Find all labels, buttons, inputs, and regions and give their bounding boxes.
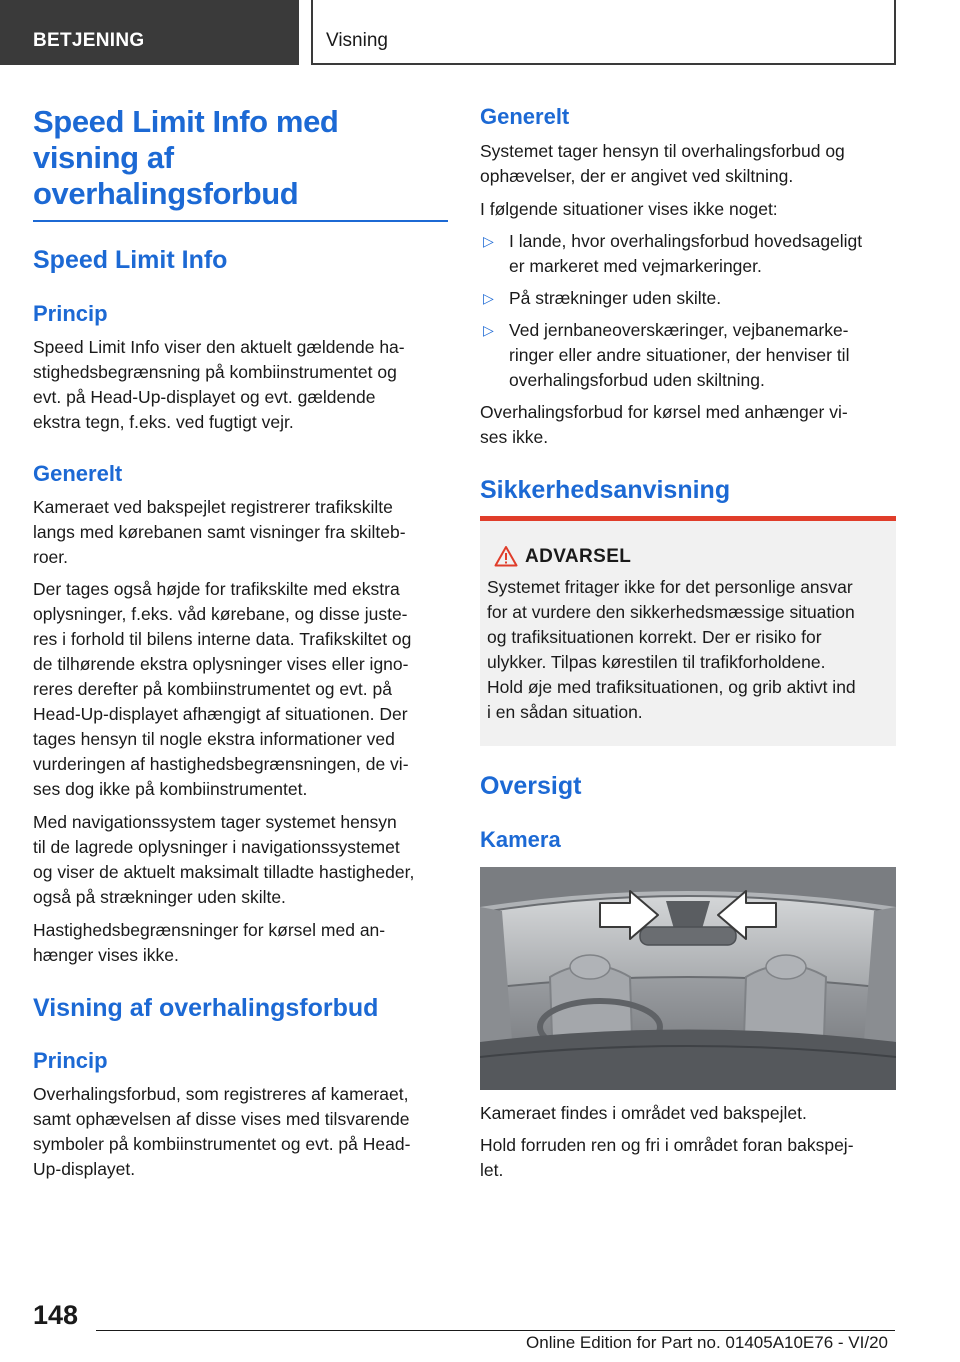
paragraph-general-2 xyxy=(33,577,448,802)
section-tab xyxy=(0,0,299,65)
paragraph-general-1 xyxy=(33,495,448,570)
warning-box xyxy=(480,516,896,746)
text-line: Kameraet ved bakspejlet registrerer trafikskilte xyxy=(33,497,393,517)
text-line: ulykker. Tilpas kørestilen til trafikforholdene. xyxy=(487,652,826,672)
text-line: symboler på kombiinstrumentet og evt. på Head- xyxy=(33,1134,411,1154)
subheading-camera: Kamera xyxy=(480,827,561,852)
text-line: Ved jernbaneoverskæringer, vejbanemarke‐ xyxy=(509,320,849,340)
section-heading-speed-limit-info: Speed Limit Info xyxy=(33,246,228,274)
page-number: 148 xyxy=(33,1300,79,1330)
text-line: tages hensyn til nogle ekstra informationer ved xyxy=(33,729,395,749)
text-line: til de lagrede oplysninger i navigationssystemet xyxy=(33,837,400,857)
list-item xyxy=(480,286,896,311)
text-line: ophævelser, der er angivet ved skiltning. xyxy=(480,166,794,186)
text-line: Der tages også højde for trafikskilte med ekstra xyxy=(33,579,400,599)
text-line: for at vurdere den sikkerhedsmæssige situation xyxy=(487,602,855,622)
text-line: Overhalingsforbud, som registreres af kameraet, xyxy=(33,1084,409,1104)
text-line: stighedsbegrænsning på kombiinstrumentet og xyxy=(33,362,397,382)
warning-title: ADVARSEL xyxy=(525,546,632,567)
text-line: samt ophævelsen af disse vises med tilsvarende xyxy=(33,1109,410,1129)
text-line: oplysninger, f.eks. våd kørebane, og disse juste‐ xyxy=(33,604,408,624)
text-line: og viser de aktuelt maksimalt tilladte hastigheder, xyxy=(33,862,415,882)
subheading-principle-2: Princip xyxy=(33,1048,108,1073)
paragraph-right-2: I følgende situationer vises ikke noget: xyxy=(480,199,778,219)
paragraph-principle xyxy=(33,335,448,435)
text-line: Overhalingsforbud for kørsel med anhænger vi‐ xyxy=(480,402,848,422)
title-line: visning af xyxy=(33,140,174,175)
text-line: Hold øje med trafiksituationen, og grib aktivt ind xyxy=(487,677,856,697)
text-line: Speed Limit Info viser den aktuelt gældende ha‐ xyxy=(33,337,405,357)
text-line: Up-displayet. xyxy=(33,1159,136,1179)
list-item xyxy=(480,229,896,279)
section-heading-overtaking: Visning af overhalingsforbud xyxy=(33,994,379,1022)
text-line: Hold forruden ren og fri i området foran bakspej‐ xyxy=(480,1135,854,1155)
text-line: I lande, hvor overhalingsforbud hovedsageligt xyxy=(509,231,863,251)
subheading-general: Generelt xyxy=(33,461,123,486)
section-label: BETJENING xyxy=(33,30,145,51)
text-line: ringer eller andre situationer, der henviser til xyxy=(509,345,850,365)
paragraph-general-3 xyxy=(33,810,448,910)
caption-keep-clean xyxy=(480,1133,896,1183)
triangle-bullet-icon: ▷ xyxy=(483,233,494,249)
text-line: overhalingsforbud uden skiltning. xyxy=(509,370,765,390)
text-line: roer. xyxy=(33,547,69,567)
text-line: reres derefter på kombiinstrumentet og evt. på xyxy=(33,679,392,699)
chapter-tab xyxy=(311,0,896,65)
footer-divider xyxy=(96,1330,895,1331)
text-line: Systemet fritager ikke for det personlige ansvar xyxy=(487,577,853,597)
title-line: overhalingsforbud xyxy=(33,176,299,211)
warning-text xyxy=(487,575,892,725)
text-line: Med navigationssystem tager systemet hensyn xyxy=(33,812,397,832)
paragraph-general-4 xyxy=(33,918,448,968)
edition-note: Online Edition for Part no. 01405A10E76 - VI/20 xyxy=(526,1333,888,1352)
text-line: ekstra tegn, f.eks. ved fugtigt vejr. xyxy=(33,412,294,432)
text-line: i en sådan situation. xyxy=(487,702,643,722)
chapter-label: Visning xyxy=(326,30,388,51)
text-line: og trafiksituationen korrekt. Der er risiko for xyxy=(487,627,822,647)
text-line: Hastighedsbegrænsninger for kørsel med an‐ xyxy=(33,920,386,940)
triangle-bullet-icon: ▷ xyxy=(483,290,494,306)
car-interior-image xyxy=(480,867,896,1090)
paragraph-right-1 xyxy=(480,139,896,189)
subheading-principle: Princip xyxy=(33,301,108,326)
paragraph-principle-2 xyxy=(33,1082,448,1182)
camera-location-illustration xyxy=(480,867,896,1090)
text-line: Systemet tager hensyn til overhalingsforbud og xyxy=(480,141,845,161)
triangle-bullet-icon: ▷ xyxy=(483,322,494,338)
text-line: er markeret med vejmarkeringer. xyxy=(509,256,762,276)
text-line: de tilhørende ekstra oplysninger vises eller igno‐ xyxy=(33,654,409,674)
text-line: res i forhold til bilens interne data. Trafikskiltet og xyxy=(33,629,412,649)
text-line: vurderingen af hastighedsbegrænsningen, de vi‐ xyxy=(33,754,409,774)
warning-triangle-icon xyxy=(494,545,518,567)
title-divider xyxy=(33,220,448,222)
text-line: let. xyxy=(480,1160,504,1180)
subheading-general-right: Generelt xyxy=(480,104,570,129)
text-line: langs med kørebanen samt visninger fra skilteb‐ xyxy=(33,522,406,542)
paragraph-right-3 xyxy=(480,400,896,450)
list-item xyxy=(480,318,896,393)
text-line: også på strækninger uden skilte. xyxy=(33,887,286,907)
section-heading-safety: Sikkerhedsanvisning xyxy=(480,476,731,504)
text-line: På strækninger uden skilte. xyxy=(509,288,722,308)
text-line: ses dog ikke på kombiinstrumentet. xyxy=(33,779,308,799)
text-line: Head-Up-displayet afhængigt af situationen. Der xyxy=(33,704,408,724)
section-heading-overview: Oversigt xyxy=(480,772,582,800)
text-line: evt. på Head-Up-displayet og evt. gældende xyxy=(33,387,376,407)
page-title xyxy=(33,104,448,222)
text-line: hænger vises ikke. xyxy=(33,945,179,965)
title-line: Speed Limit Info med xyxy=(33,104,339,139)
text-line: ses ikke. xyxy=(480,427,549,447)
caption-camera-location: Kameraet findes i området ved bakspejlet. xyxy=(480,1103,807,1123)
